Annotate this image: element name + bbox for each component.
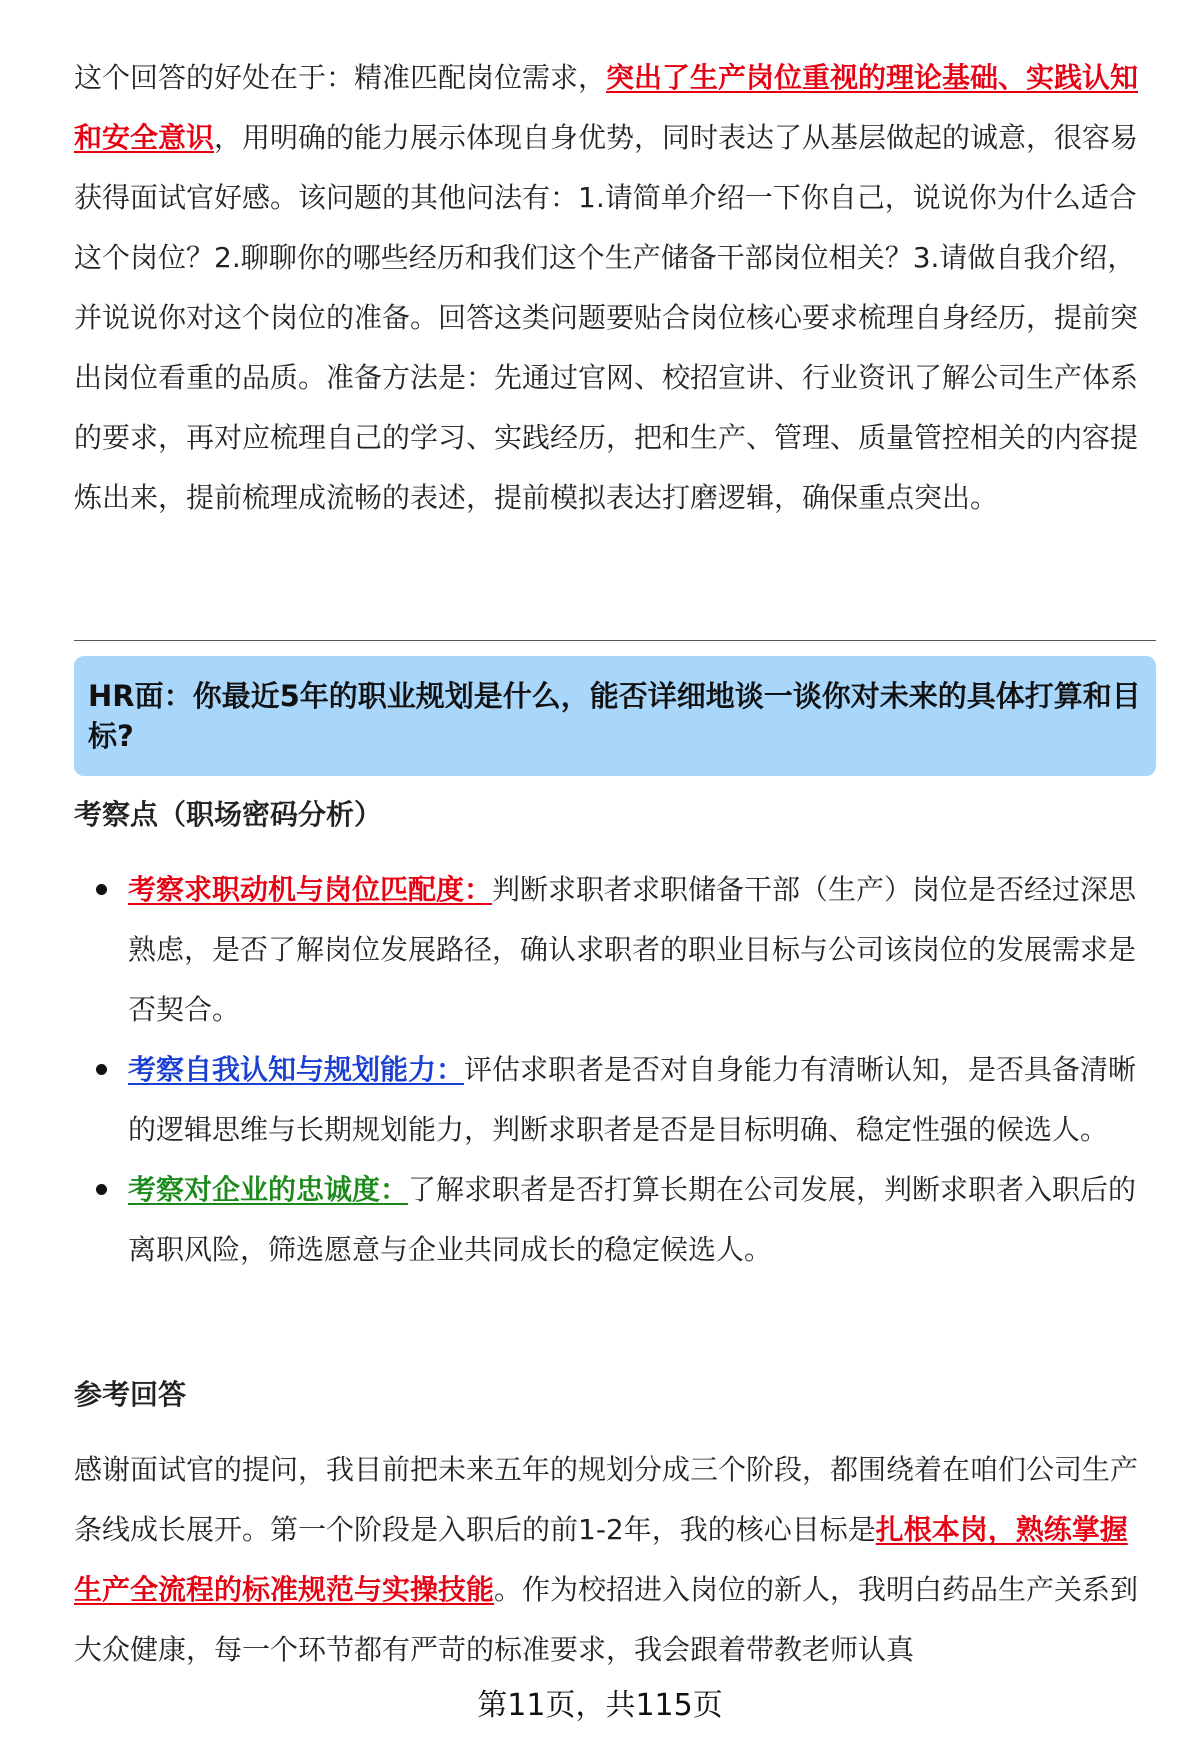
intro-highlight: 突出了生产岗位重视的理论基础、实践认知和安全意识 bbox=[74, 61, 1139, 154]
analysis-list bbox=[74, 860, 1156, 1280]
analysis-item-label: 考察自我认知与规划能力： bbox=[128, 1053, 465, 1086]
analysis-title: 考察点（职场密码分析） bbox=[74, 798, 383, 831]
intro-text-before: 这个回答的好处在于：精准匹配岗位需求， bbox=[74, 61, 607, 94]
reference-text-before: 感谢面试官的提问，我目前把未来五年的规划分成三个阶段，都围绕着在咱们公司生产条线成长展开。第一个阶段是入职后的前1-2年，我的核心目标是 bbox=[74, 1453, 1139, 1546]
reference-title: 参考回答 bbox=[74, 1378, 187, 1411]
reference-answer bbox=[74, 1440, 1146, 1680]
bullet-dot-icon bbox=[96, 1064, 107, 1075]
analysis-item bbox=[74, 860, 1156, 1040]
analysis-item-text: 评估求职者是否对自身能力有清晰认知，是否具备清晰的逻辑思维与长期规划能力，判断求职者是否是目标明确、稳定性强的候选人。 bbox=[128, 1053, 1137, 1146]
question-box bbox=[74, 656, 1156, 776]
intro-text-after: ，用明确的能力展示体现自身优势，同时表达了从基层做起的诚意，很容易获得面试官好感。该问题的其他问法有：1.请简单介绍一下你自己，说说你为什么适合这个岗位？2.聊聊你的哪些经历和我们这个生产储备干部岗位相关？3.请做自我介绍，并说说你对这个岗位的准备。回答这类问题要贴合岗位核心要求梳理自身经历，提前突出岗位看重的品质。准备方法是：先通过官网、校招宣讲、行业资讯了解公司生产体系的要求，再对应梳理自己的学习、实践经历，把和生产、管理、质量管控相关的内容提炼出来，提前梳理成流畅的表述，提前模拟表达打磨逻辑，确保重点突出。 bbox=[74, 121, 1139, 514]
section-divider bbox=[74, 640, 1156, 641]
intro-paragraph bbox=[74, 48, 1146, 528]
analysis-item-label: 考察求职动机与岗位匹配度： bbox=[128, 873, 493, 906]
reference-highlight: 扎根本岗，熟练掌握生产全流程的标准规范与实操技能 bbox=[74, 1513, 1128, 1606]
page-number: 第11页，共115页 bbox=[477, 1688, 723, 1723]
analysis-item bbox=[74, 1040, 1156, 1160]
analysis-item-text: 了解求职者是否打算长期在公司发展，判断求职者入职后的离职风险，筛选愿意与企业共同成长的稳定候选人。 bbox=[128, 1173, 1137, 1266]
reference-text-after: 。作为校招进入岗位的新人，我明白药品生产关系到大众健康，每一个环节都有严苛的标准要求，我会跟着带教老师认真 bbox=[74, 1573, 1139, 1666]
analysis-item bbox=[74, 1160, 1156, 1280]
analysis-item-label: 考察对企业的忠诚度： bbox=[128, 1173, 409, 1206]
analysis-item-text: 判断求职者求职储备干部（生产）岗位是否经过深思熟虑，是否了解岗位发展路径，确认求职者的职业目标与公司该岗位的发展需求是否契合。 bbox=[128, 873, 1137, 1026]
question-text: HR面：你最近5年的职业规划是什么，能否详细地谈一谈你对未来的具体打算和目标? bbox=[88, 679, 1141, 753]
bullet-dot-icon bbox=[96, 884, 107, 895]
bullet-dot-icon bbox=[96, 1184, 107, 1195]
